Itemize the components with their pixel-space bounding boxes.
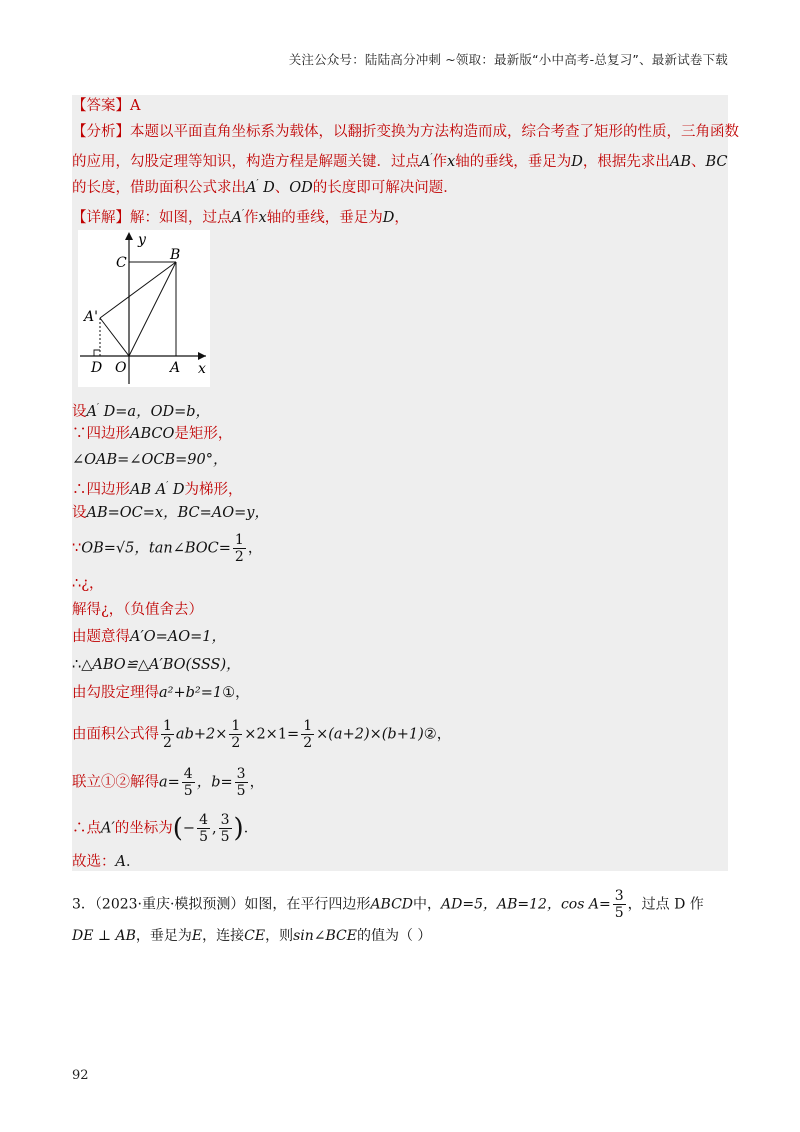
segment-OB <box>129 262 176 356</box>
segment-A-prime-B <box>100 262 176 318</box>
y-axis-arrow-icon <box>125 232 133 240</box>
step-10: ∴△ABO≌△A′BO(SSS)， <box>72 657 241 673</box>
label-A: A <box>170 360 181 376</box>
answer-line <box>72 96 140 116</box>
page-number: 92 <box>72 1068 89 1083</box>
x-axis-arrow-icon <box>198 352 206 360</box>
step-11: 由勾股定理得a²+b²=1①， <box>72 685 250 701</box>
page-header: 关注公众号：陆陆高分冲刺 ~领取：最新版“小中高考-总复习”、最新试卷下载 <box>288 52 728 67</box>
step-15: 故选：A． <box>72 854 141 870</box>
analysis-line-2: 的应用，勾股定理等知识，构造方程是解题关键．过点A′作x轴的垂线，垂足为D，根据先求出AB、BC <box>72 153 728 170</box>
question-3-line-2: DE ⊥ AB，垂足为E，连接CE，则sin∠BCE的值为（ ） <box>72 928 432 944</box>
detail-tag: 【详解】 <box>72 209 130 226</box>
answer-tag: 【答案】 <box>72 98 130 114</box>
analysis-tag: 【分析】 <box>72 124 130 140</box>
right-angle-marker <box>94 350 100 356</box>
label-C: C <box>116 255 127 271</box>
step-4: ∴四边形AB A′ D为梯形， <box>72 481 243 498</box>
step-3: ∠OAB=∠OCB=90°， <box>72 452 228 468</box>
fraction-one-half: $\frac{1}{2}$ <box>234 532 244 565</box>
step-6: ∵OB=√5，tan∠BOC= $\frac{1}{2}$ ， <box>72 532 263 565</box>
step-7: ∴¿， <box>72 576 104 592</box>
step-12: 由面积公式得 $\frac{1}{2}$ ab+2× $\frac{1}{2}$ ×2×1= $\frac{1}{2}$ ×(a+2)×(b+1)②， <box>72 718 452 751</box>
label-A-prime: A' <box>84 309 98 325</box>
analysis-line-1: 【分析】本题以平面直角坐标系为载体，以翻折变换为方法构造而成，综合考查了矩形的性质，三角函数 <box>72 124 739 140</box>
step-2: ∵四边形ABCO是矩形， <box>72 426 233 442</box>
step-8: 解得¿，（负值舍去） <box>72 602 204 618</box>
label-y: y <box>138 232 146 248</box>
segment-A-prime-O <box>100 318 129 356</box>
label-O: O <box>115 360 127 376</box>
label-B: B <box>170 247 181 263</box>
step-1: 设A′ D=a，OD=b， <box>72 403 211 420</box>
label-D: D <box>91 360 103 376</box>
question-3-line-1: 3．（2023·重庆·模拟预测）如图，在平行四边形ABCD中，AD=5，AB=12，cos A= $\frac{3}{5}$ ，过点 D 作 <box>72 888 704 921</box>
answer-value: A <box>130 98 141 114</box>
detail-intro: 【详解】解：如图，过点A′作x轴的垂线，垂足为D， <box>72 209 409 226</box>
step-14: ∴点A′的坐标为(− $\frac{4}{5}$ , $\frac{3}{5}$ )． <box>72 812 259 845</box>
step-13: 联立①②解得a= $\frac{4}{5}$ ，b= $\frac{3}{5}$ ， <box>72 766 265 799</box>
step-9: 由题意得A′O=AO=1， <box>72 629 227 645</box>
step-5: 设AB=OC=x，BC=AO=y， <box>72 505 269 521</box>
geometry-figure <box>78 230 210 387</box>
label-x: x <box>198 361 206 377</box>
analysis-line-3: 的长度，借助面积公式求出A′ D、OD的长度即可解决问题． <box>72 179 458 196</box>
coordinate-diagram <box>78 230 210 387</box>
